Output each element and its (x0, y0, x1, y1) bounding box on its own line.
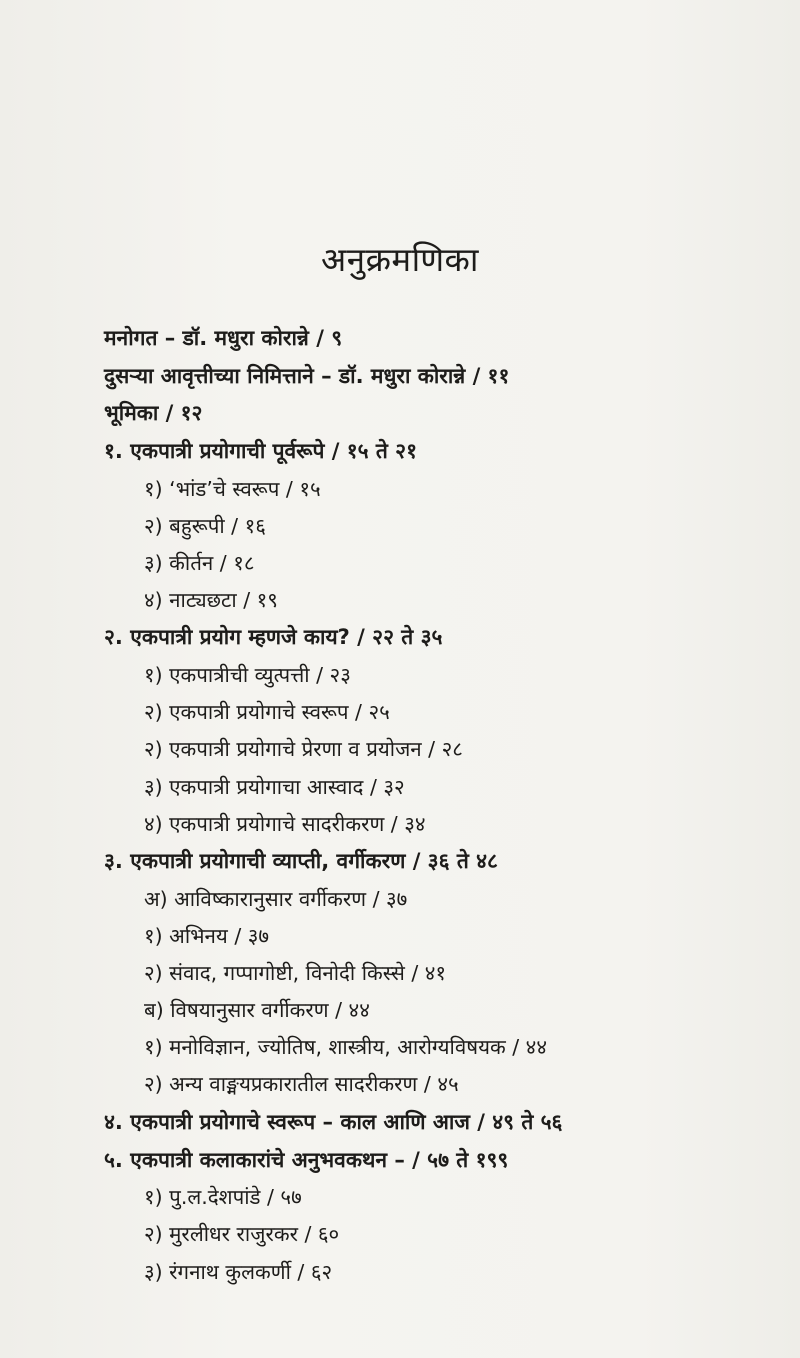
toc-subentry: २) एकपात्री प्रयोगाचे प्रेरणा व प्रयोजन / २८ (144, 737, 463, 761)
toc-subentry: २) अन्य वाङ्मयप्रकारातील सादरीकरण / ४५ (144, 1072, 459, 1096)
toc-subentry: ३) कीर्तन / १८ (144, 551, 255, 575)
toc-subentry: १) ‘भांड’चे स्वरूप / १५ (144, 477, 321, 501)
toc-subentry: २) बहुरूपी / १६ (144, 514, 266, 538)
toc-subentry: १) पु.ल.देशपांडे / ५७ (144, 1185, 302, 1209)
toc-entry: १. एकपात्री प्रयोगाची पूर्वरूपे / १५ ते २१ (104, 439, 417, 463)
toc-subentry: २) एकपात्री प्रयोगाचे स्वरूप / २५ (144, 700, 390, 724)
toc-entry: मनोगत – डॉ. मधुरा कोरान्ने / ९ (104, 326, 343, 350)
toc-subentry: २) संवाद, गप्पागोष्टी, विनोदी किस्से / ४१ (144, 961, 447, 985)
toc-entry: ४. एकपात्री प्रयोगाचे स्वरूप – काल आणि आज / ४९ ते ५६ (104, 1110, 563, 1134)
toc-subentry: १) अभिनय / ३७ (144, 924, 270, 948)
toc-subentry: ३) रंगनाथ कुलकर्णी / ६२ (144, 1260, 333, 1284)
toc-entry: ३. एकपात्री प्रयोगाची व्याप्ती, वर्गीकरण / ३६ ते ४८ (104, 849, 498, 873)
toc-subentry: ४) नाट्यछटा / १९ (144, 588, 278, 612)
toc-entry: भूमिका / १२ (104, 401, 203, 425)
page-title: अनुक्रमणिका (321, 240, 479, 279)
toc-subentry: ब) विषयानुसार वर्गीकरण / ४४ (144, 998, 370, 1022)
toc-subentry: १) मनोविज्ञान, ज्योतिष, शास्त्रीय, आरोग्यविषयक / ४४ (144, 1035, 548, 1059)
toc-subentry: ३) एकपात्री प्रयोगाचा आस्वाद / ३२ (144, 775, 405, 799)
toc-entry: २. एकपात्री प्रयोग म्हणजे काय? / २२ ते ३५ (104, 625, 443, 649)
toc-subentry: अ) आविष्कारानुसार वर्गीकरण / ३७ (144, 887, 408, 911)
toc-entry: ५. एकपात्री कलाकारांचे अनुभवकथन – / ५७ ते १९९ (104, 1148, 509, 1172)
toc-subentry: २) मुरलीधर राजुरकर / ६० (144, 1222, 340, 1246)
toc-subentry: ४) एकपात्री प्रयोगाचे सादरीकरण / ३४ (144, 812, 426, 836)
toc-subentry: १) एकपात्रीची व्युत्पत्ती / २३ (144, 663, 351, 687)
toc-entry: दुसऱ्या आवृत्तीच्या निमित्ताने – डॉ. मधुरा कोरान्ने / ११ (104, 364, 510, 388)
